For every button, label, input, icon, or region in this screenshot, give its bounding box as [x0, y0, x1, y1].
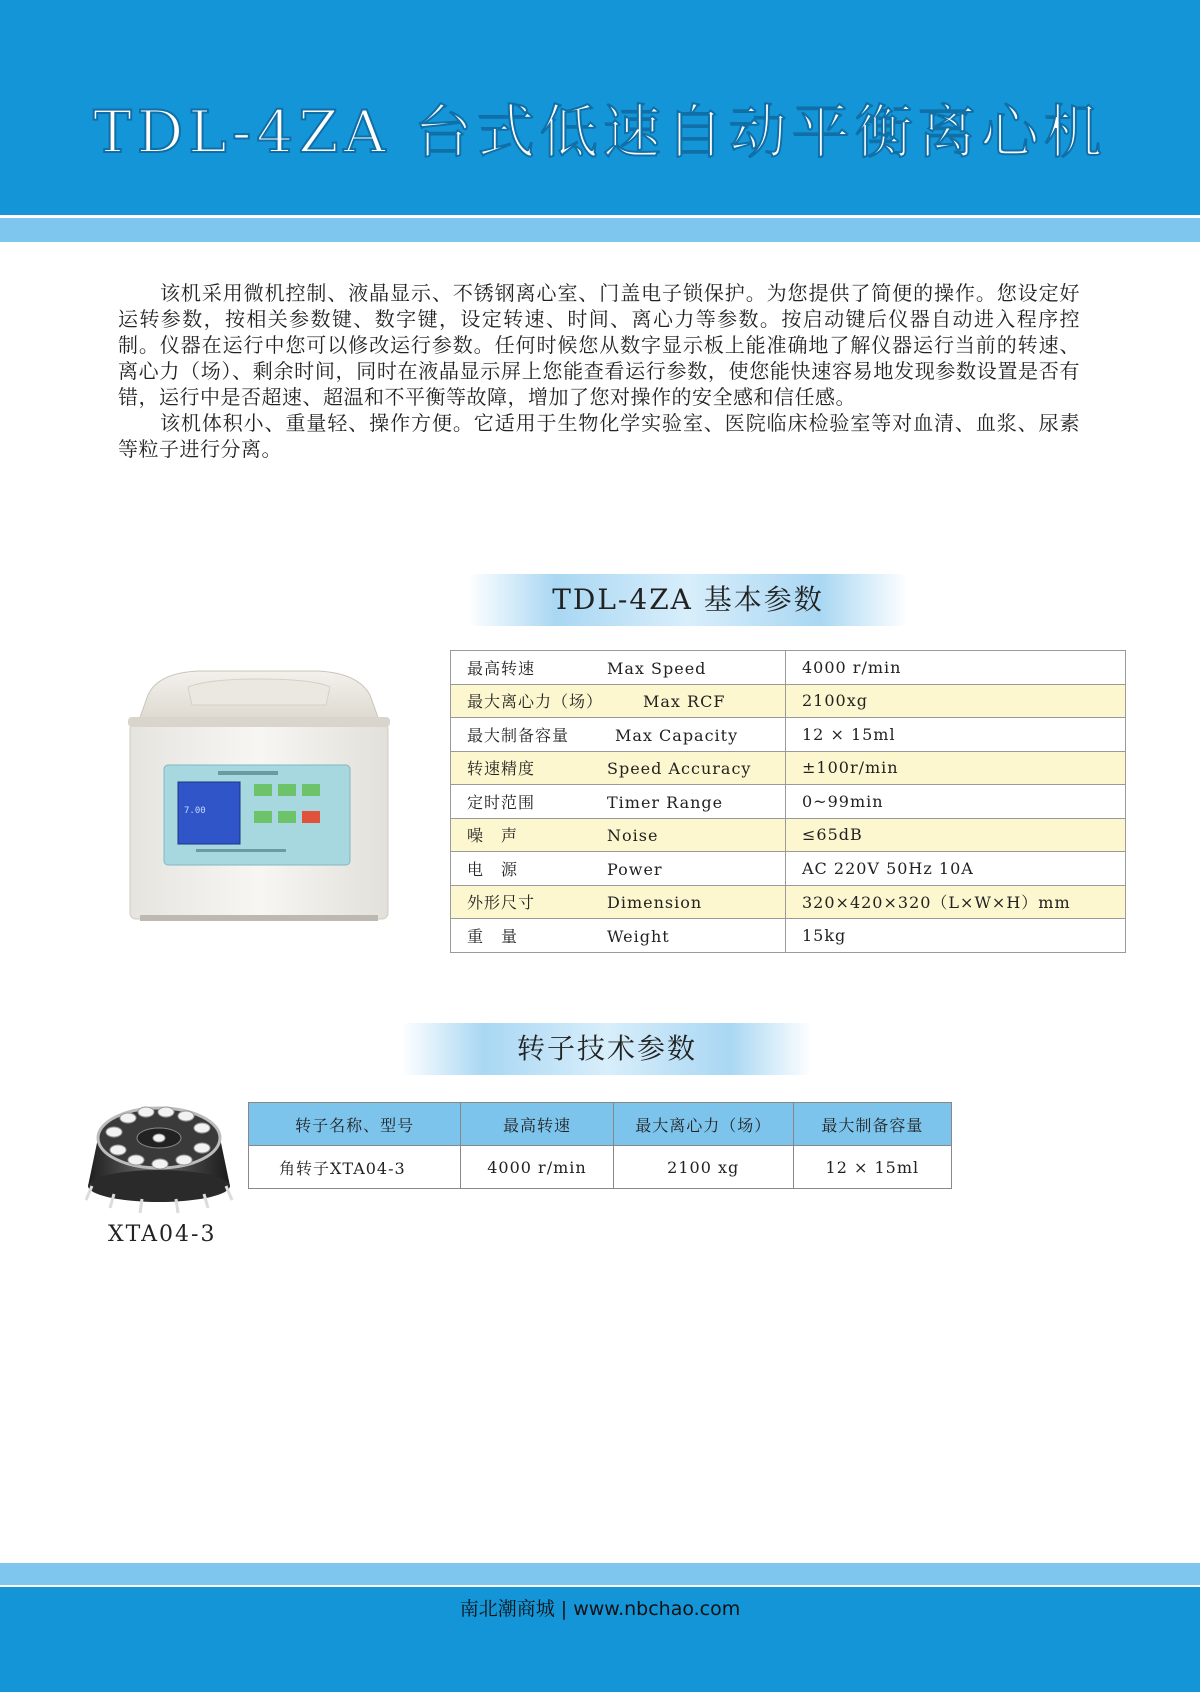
- param-name-zh: 最高转速: [467, 658, 536, 678]
- param-name-en: Noise: [607, 826, 659, 846]
- table-header-row: [249, 1103, 952, 1146]
- rotor-params-title: 转子技术参数: [402, 1023, 812, 1075]
- basic-params-title: TDL-4ZA 基本参数: [468, 574, 908, 626]
- page-title: TDL-4ZA 台式低速自动平衡离心机: [93, 98, 1107, 166]
- table-row: [451, 919, 1126, 953]
- intro-paragraph-2: 该机体积小、重量轻、操作方便。它适用于生物化学实验室、医院临床检验室等对血清、血浆、尿素等粒子进行分离。: [118, 411, 1080, 461]
- table-row: [451, 785, 1126, 819]
- param-name-zh: 转速精度: [467, 759, 536, 779]
- header-stripe: [0, 218, 1200, 242]
- param-value: AC 220V 50Hz 10A: [786, 852, 1126, 886]
- intro-text: [118, 280, 1080, 462]
- footer-stripe: [0, 1563, 1200, 1585]
- param-name-zh: 外形尺寸: [467, 893, 536, 913]
- param-value: 12 × 15ml: [786, 718, 1126, 752]
- param-name-zh: 电 源: [467, 859, 519, 879]
- param-name-en: Timer Range: [607, 792, 724, 812]
- table-row: [451, 718, 1126, 752]
- table-row: [451, 751, 1126, 785]
- param-name-en: Max RCF: [643, 692, 726, 712]
- column-header: 最大制备容量: [793, 1103, 951, 1146]
- param-name-zh: 重 量: [467, 926, 519, 946]
- table-row: [451, 651, 1126, 685]
- param-value: 2100xg: [786, 684, 1126, 718]
- param-name-zh: 定时范围: [467, 792, 536, 812]
- param-value: 320×420×320（L×W×H）mm: [786, 885, 1126, 919]
- rotor-max-rcf: 2100 xg: [613, 1146, 793, 1189]
- param-name-en: Power: [607, 859, 663, 879]
- param-name-en: Speed Accuracy: [607, 759, 752, 779]
- table-row: [451, 684, 1126, 718]
- rotor-params-table: [248, 1102, 952, 1189]
- rotor-image: [84, 1082, 234, 1217]
- param-name-en: Weight: [607, 926, 670, 946]
- param-name-zh: 最大制备容量: [467, 725, 570, 745]
- rotor-model: 角转子XTA04-3: [249, 1146, 461, 1189]
- param-name-en: Max Capacity: [615, 725, 739, 745]
- svg-text:7.00: 7.00: [184, 806, 206, 816]
- table-row: [451, 885, 1126, 919]
- param-value: ≤65dB: [786, 818, 1126, 852]
- table-row: [249, 1146, 952, 1189]
- param-name-en: Dimension: [607, 893, 703, 913]
- param-value: 0~99min: [786, 785, 1126, 819]
- param-value: 4000 r/min: [786, 651, 1126, 685]
- table-row: [451, 818, 1126, 852]
- rotor-caption: XTA04-3: [108, 1222, 217, 1247]
- column-header: 最大离心力（场）: [613, 1103, 793, 1146]
- column-header: 转子名称、型号: [249, 1103, 461, 1146]
- param-name-zh: 噪 声: [467, 826, 519, 846]
- rotor-max-capacity: 12 × 15ml: [793, 1146, 951, 1189]
- param-name-zh: 最大离心力（场）: [467, 692, 604, 712]
- basic-params-table: [450, 650, 1126, 953]
- param-name-en: Max Speed: [607, 658, 707, 678]
- param-value: 15kg: [786, 919, 1126, 953]
- footer-link[interactable]: 南北潮商城 | www.nbchao.com: [459, 1598, 741, 1620]
- table-row: [451, 852, 1126, 886]
- column-header: 最高转速: [461, 1103, 614, 1146]
- centrifuge-image: [118, 665, 400, 935]
- intro-paragraph-1: 该机采用微机控制、液晶显示、不锈钢离心室、门盖电子锁保护。为您提供了简便的操作。您设定好运转参数，按相关参数键、数字键，设定转速、时间、离心力等参数。按启动键后仪器自动进入程序控制。仪器在运行中您可以修改运行参数。任何时候您从数字显示板上能准确地了解仪器运行当前的转速、离心力（场）、剩余时间，同时在液晶显示屏上您能查看运行参数，使您能快速容易地发现参数设置是否有错，运行中是否超速、超温和不平衡等故障，增加了您对操作的安全感和信任感。: [118, 281, 1080, 409]
- param-value: ±100r/min: [786, 751, 1126, 785]
- rotor-max-speed: 4000 r/min: [461, 1146, 614, 1189]
